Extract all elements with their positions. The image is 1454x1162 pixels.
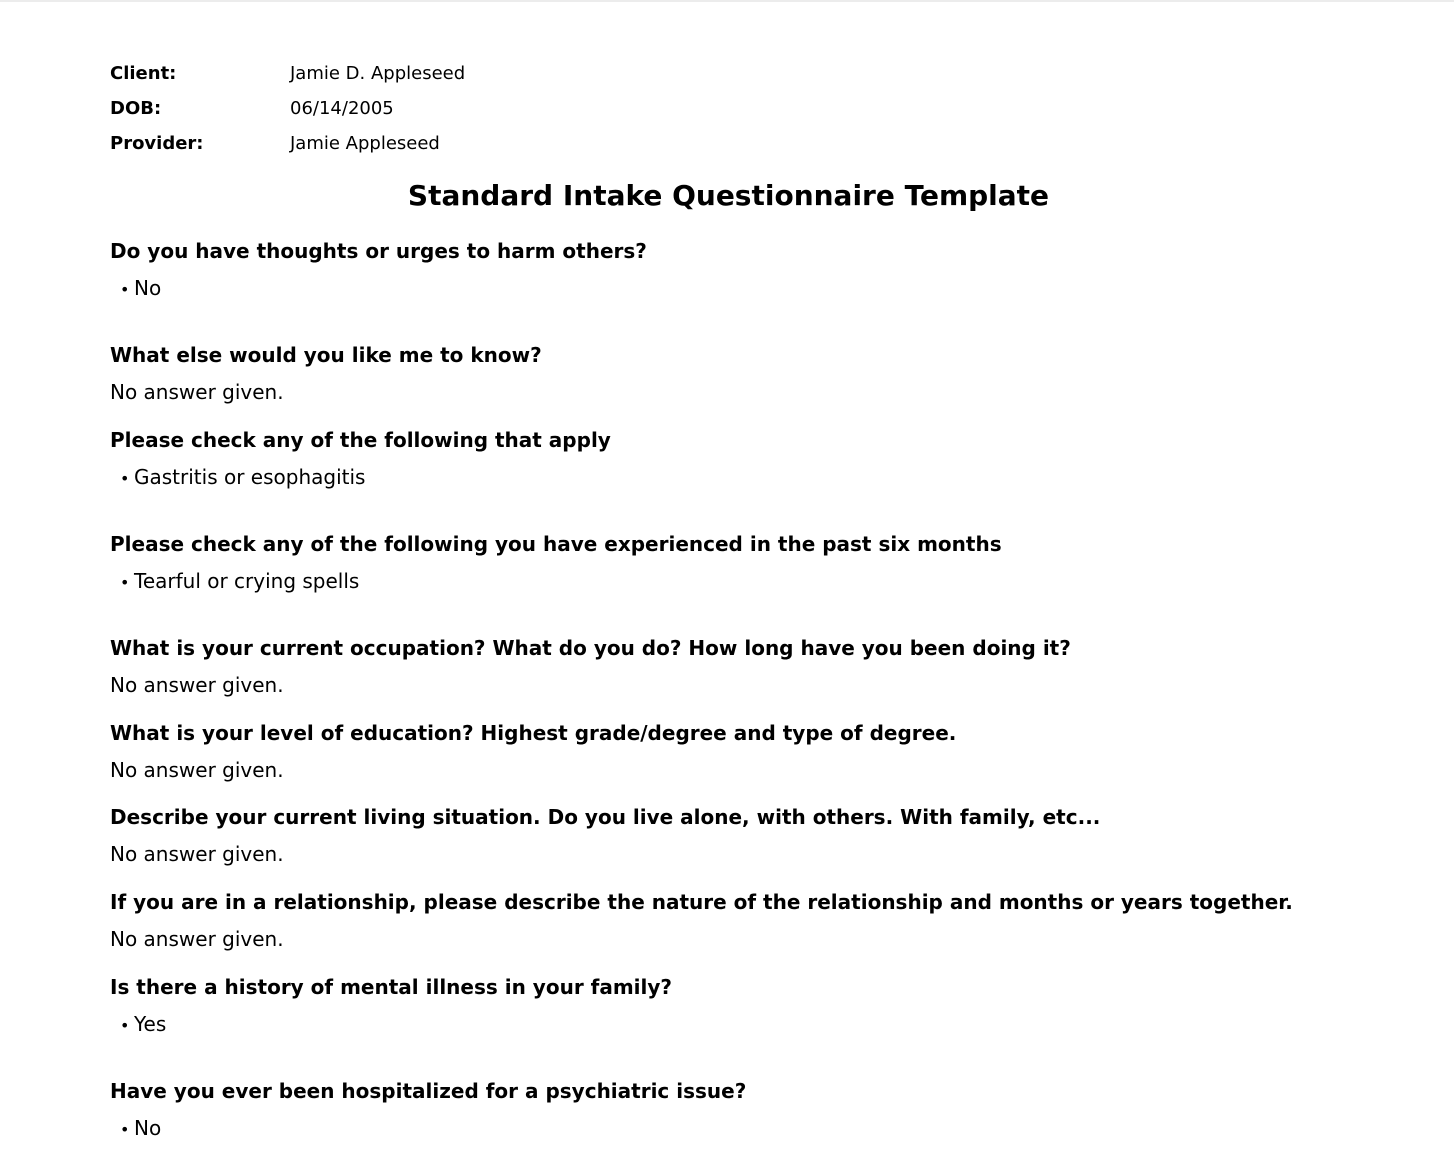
answer-bullet-item: [110, 1113, 1344, 1145]
question-text: Is there a history of mental illness in your family?: [110, 975, 673, 999]
client-value: Jamie D. Appleseed: [290, 63, 466, 84]
question-item: [110, 972, 1344, 1041]
question-item: [110, 802, 1344, 869]
client-label: Client:: [110, 63, 177, 84]
question-text: What else would you like me to know?: [110, 343, 542, 367]
question-item: [110, 529, 1344, 598]
answer-bullet-item: [110, 566, 1344, 598]
question-item: [110, 340, 1344, 407]
answer-bullet-item: [110, 462, 1344, 494]
provider-label: Provider:: [110, 133, 204, 154]
client-info-block: [110, 56, 465, 161]
answer-text: No answer given.: [110, 673, 284, 697]
provider-value: Jamie Appleseed: [290, 133, 440, 154]
bullet-icon: •: [120, 280, 130, 299]
bullet-icon: •: [120, 1016, 130, 1035]
answer-text: No answer given.: [110, 927, 284, 951]
answer-bullet-item: [110, 273, 1344, 305]
question-text: If you are in a relationship, please describe the nature of the relationship and months or years together.: [110, 890, 1293, 914]
question-text: Have you ever been hospitalized for a psychiatric issue?: [110, 1079, 747, 1103]
answer-text: No answer given.: [110, 380, 284, 404]
question-text: Please check any of the following that apply: [110, 428, 611, 452]
question-item: [110, 236, 1344, 305]
document-title: Standard Intake Questionnaire Template: [407, 179, 1050, 212]
question-text: Please check any of the following you have experienced in the past six months: [110, 532, 1002, 556]
dob-value: 06/14/2005: [290, 98, 394, 119]
top-divider: [0, 0, 1454, 2]
bullet-icon: •: [120, 1120, 130, 1139]
answer-text: No answer given.: [110, 758, 284, 782]
question-item: [110, 1076, 1344, 1145]
question-text: Describe your current living situation. Do you live alone, with others. With family, etc...: [110, 805, 1101, 829]
bullet-icon: •: [120, 573, 130, 592]
bullet-icon: •: [120, 469, 130, 488]
dob-label: DOB:: [110, 98, 162, 119]
answer-text: Tearful or crying spells: [134, 569, 360, 593]
question-item: [110, 425, 1344, 494]
question-text: What is your current occupation? What do you do? How long have you been doing it?: [110, 636, 1071, 660]
answer-text: No: [134, 276, 162, 300]
answer-text: Yes: [134, 1012, 167, 1036]
question-item: [110, 887, 1344, 954]
question-text: Do you have thoughts or urges to harm others?: [110, 239, 647, 263]
dob-row: [110, 91, 465, 126]
provider-row: [110, 126, 465, 161]
question-item: [110, 718, 1344, 785]
question-item: [110, 633, 1344, 700]
client-row: [110, 56, 465, 91]
answer-text: Gastritis or esophagitis: [134, 465, 366, 489]
answer-text: No: [134, 1116, 162, 1140]
question-text: What is your level of education? Highest grade/degree and type of degree.: [110, 721, 957, 745]
answer-bullet-item: [110, 1009, 1344, 1041]
answer-text: No answer given.: [110, 842, 284, 866]
